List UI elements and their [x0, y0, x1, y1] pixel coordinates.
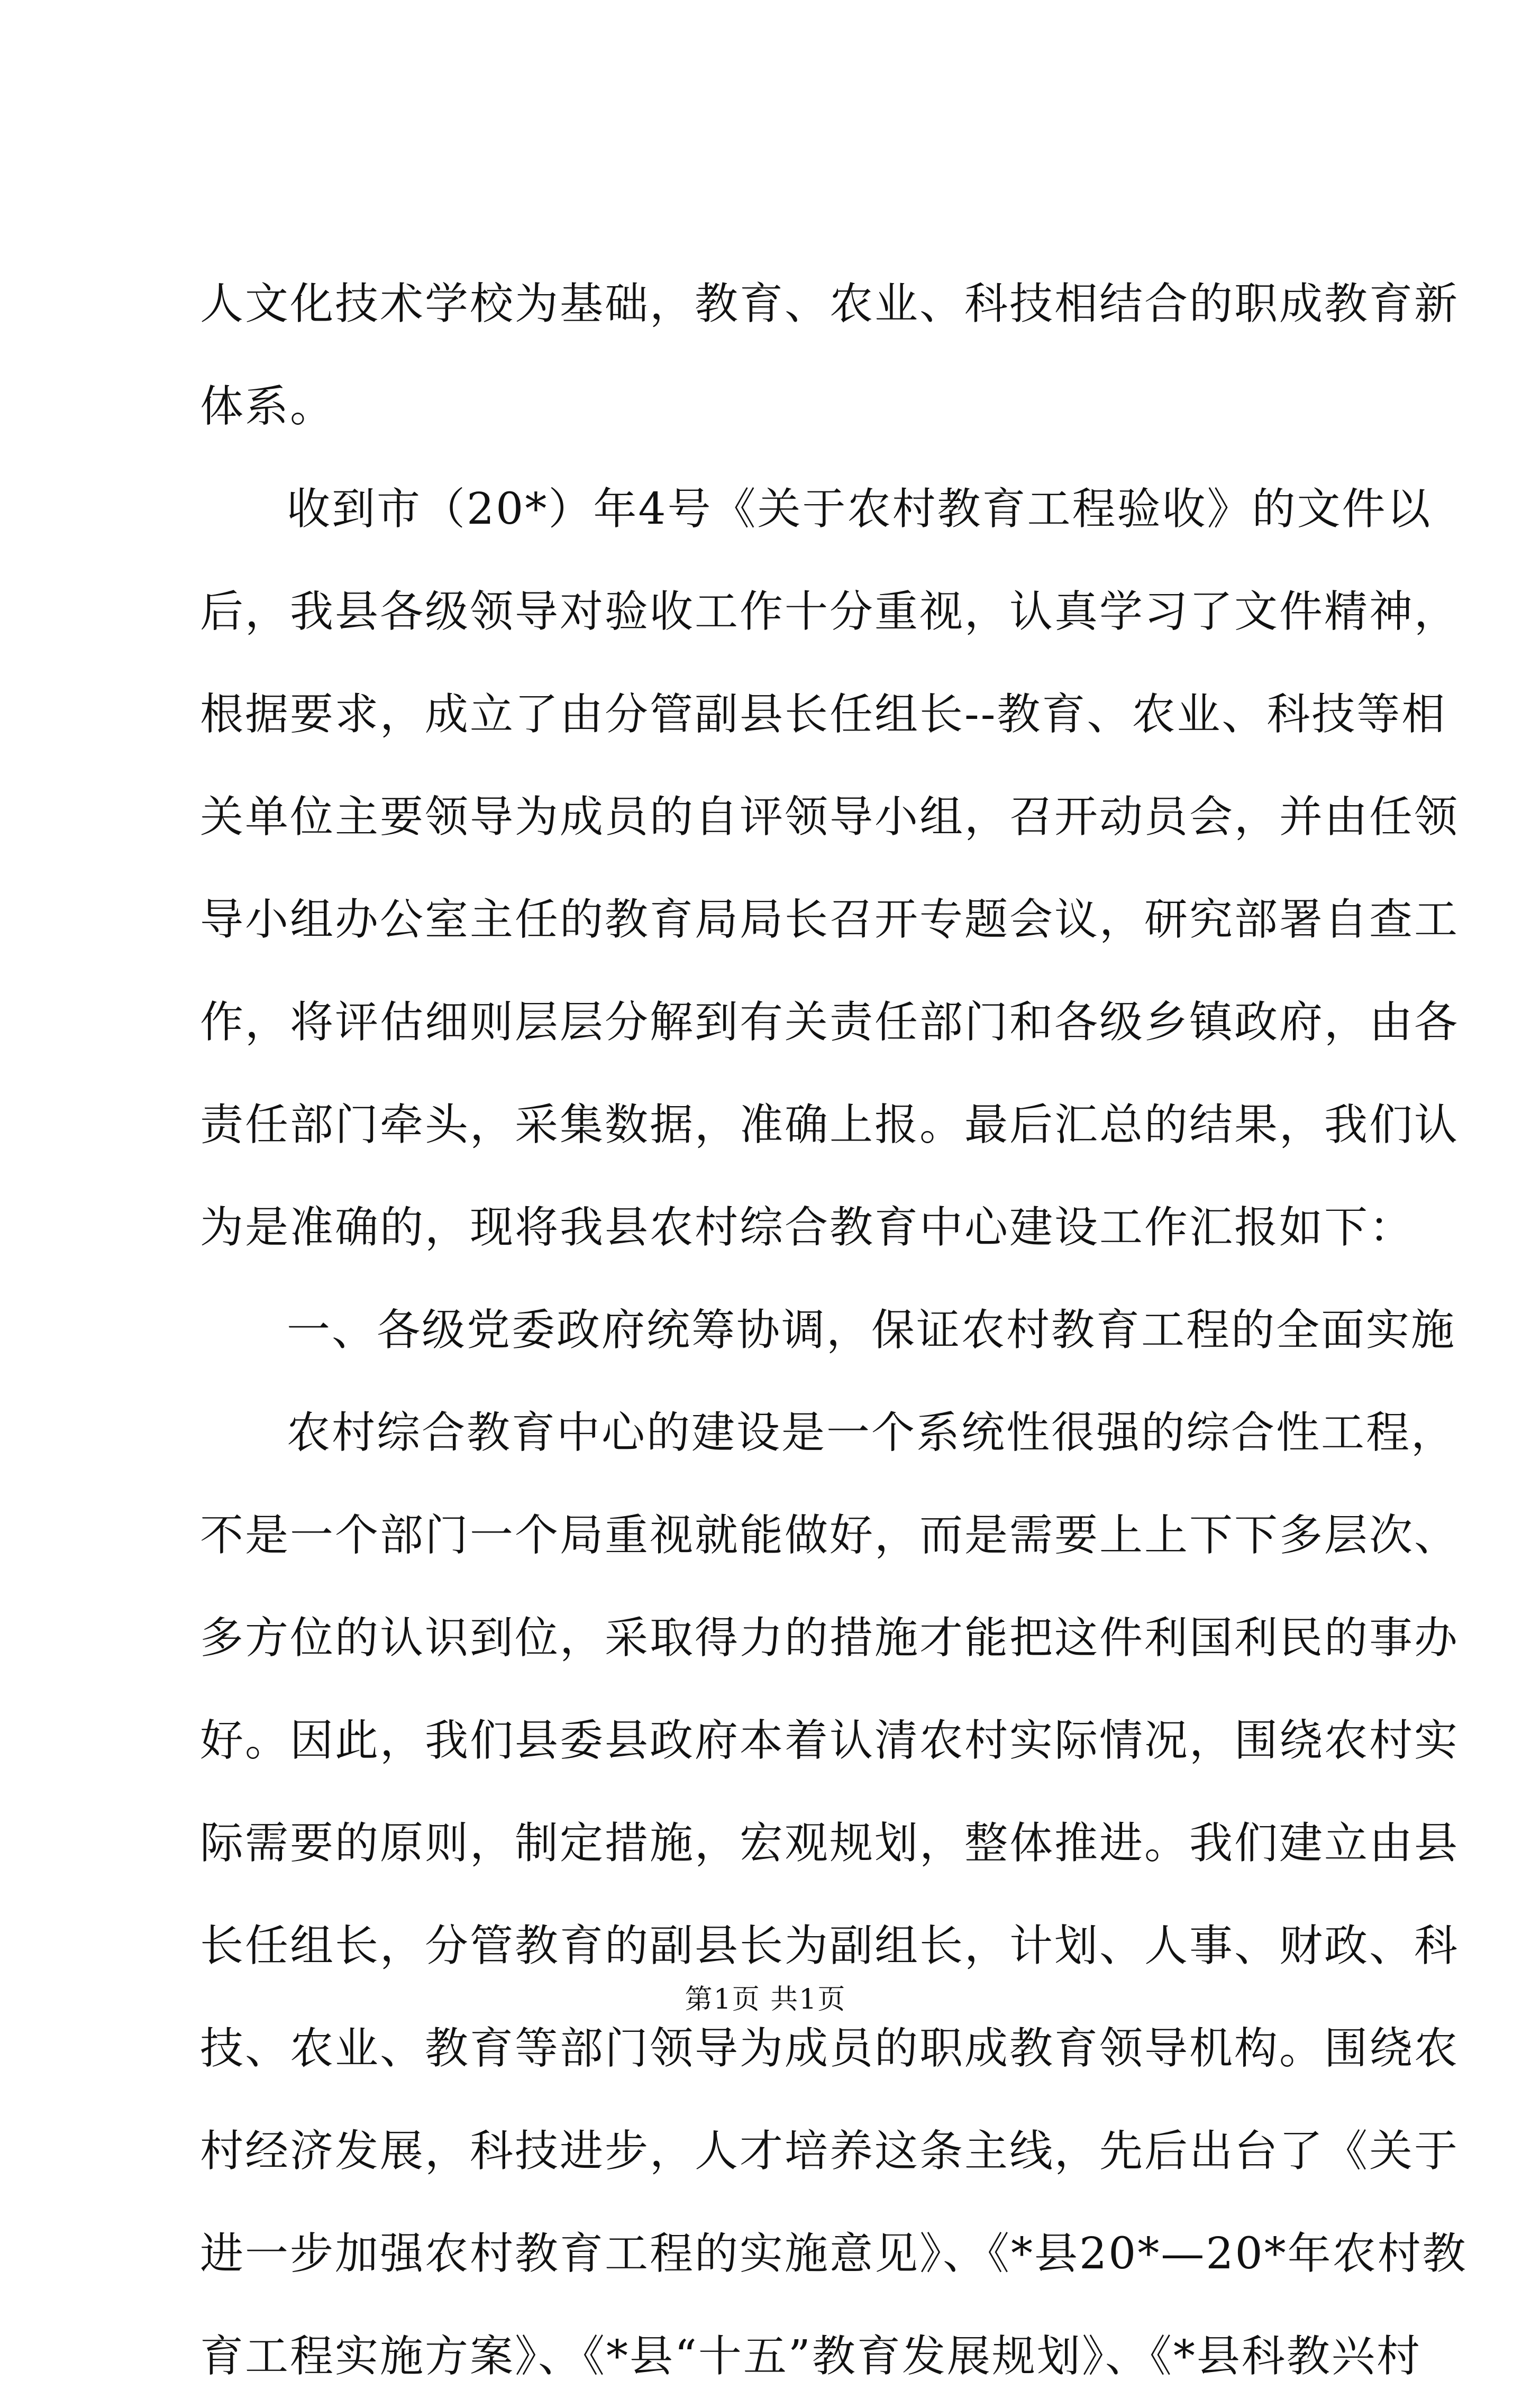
- text-line: 多方位的认识到位，采取得力的措施才能把这件利国利民的事办: [200, 1613, 1460, 1663]
- text-line: 好。因此，我们县委县政府本着认清农村实际情况，围绕农村实: [200, 1716, 1460, 1766]
- text-line: 责任部门牵头，采集数据，准确上报。最后汇总的结果，我们认: [200, 1100, 1460, 1150]
- text-line: 体系。: [200, 381, 335, 432]
- text-line: 技、农业、教育等部门领导为成员的职成教育领导机构。围绕农: [200, 2023, 1460, 2074]
- text-line: 导小组办公室主任的教育局局长召开专题会议，研究部署自查工: [200, 895, 1460, 945]
- body-text: [200, 253, 1468, 2408]
- text-line: 进一步加强农村教育工程的实施意见》、《*县20*—20*年农村教: [200, 2229, 1468, 2279]
- page-number-label: 第1页 共1页: [685, 1984, 846, 2015]
- text-line: 育工程实施方案》、《*县“十五”教育发展规划》、《*县科教兴村: [200, 2331, 1421, 2382]
- text-line: 农村综合教育中心的建设是一个系统性很强的综合性工程，: [287, 1408, 1456, 1458]
- text-line: 不是一个部门一个局重视就能做好，而是需要上上下下多层次、: [200, 1510, 1460, 1561]
- text-line: 根据要求，成立了由分管副县长任组长--教育、农业、科技等相: [200, 689, 1447, 740]
- text-line: 际需要的原则，制定措施，宏观规划，整体推进。我们建立由县: [200, 1818, 1460, 1868]
- section-heading: 一、各级党委政府统筹协调，保证农村教育工程的全面实施: [287, 1305, 1456, 1355]
- page-footer: [0, 1981, 1531, 2018]
- text-line: 人文化技术学校为基础，教育、农业、科技相结合的职成教育新: [200, 279, 1460, 329]
- text-line: 长任组长，分管教育的副县长为副组长，计划、人事、财政、科: [200, 1921, 1460, 1971]
- text-line: 村经济发展，科技进步，人才培养这条主线，先后出台了《关于: [200, 2126, 1460, 2176]
- text-line: 收到市（20*）年4号《关于农村教育工程验收》的文件以: [287, 484, 1432, 534]
- text-line: 作，将评估细则层层分解到有关责任部门和各级乡镇政府，由各: [200, 997, 1460, 1047]
- text-line: 后，我县各级领导对验收工作十分重视，认真学习了文件精神，: [200, 587, 1460, 637]
- text-line: 关单位主要领导为成员的自评领导小组，召开动员会，并由任领: [200, 792, 1460, 842]
- text-line: 为是准确的，现将我县农村综合教育中心建设工作汇报如下：: [200, 1202, 1415, 1253]
